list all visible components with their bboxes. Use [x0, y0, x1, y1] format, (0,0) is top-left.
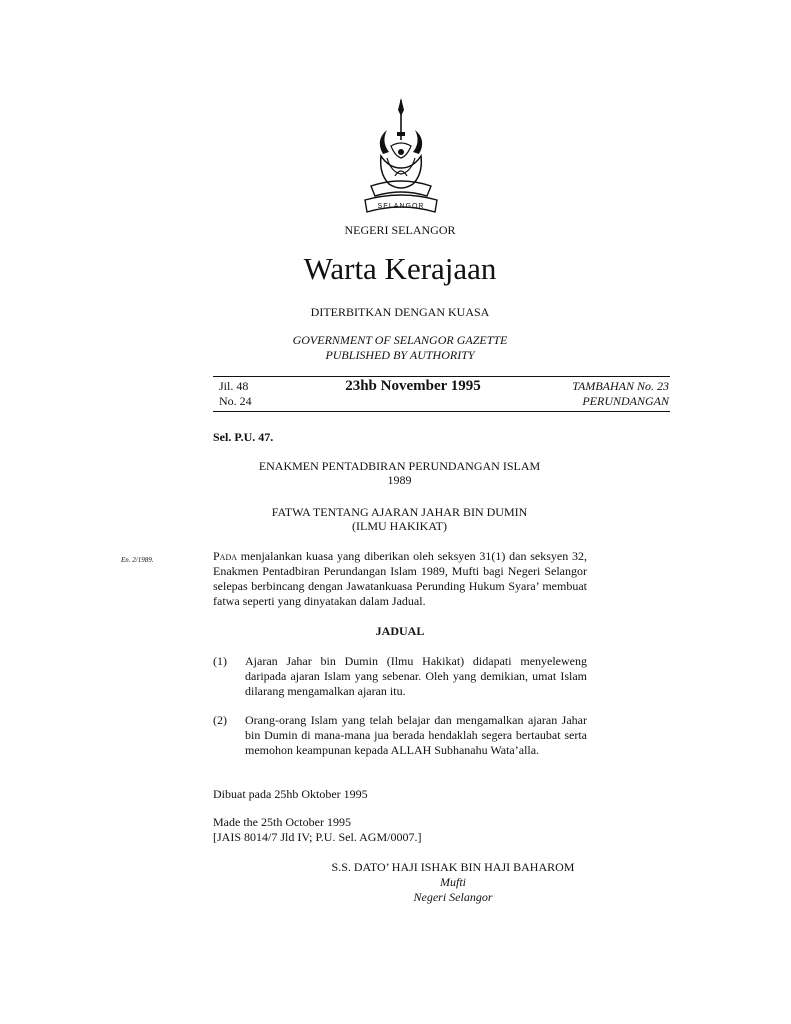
signatory-title: Mufti: [440, 875, 466, 889]
english-subtitle: [0, 333, 791, 363]
schedule-item: [213, 713, 587, 758]
item-number: (1): [213, 654, 227, 668]
volume-jil: Jil. 48: [219, 379, 249, 393]
fatwa-line-2: (ILMU HAKIKAT): [352, 519, 447, 533]
signatory-state: Negeri Selangor: [413, 890, 493, 904]
enactment-heading: [213, 459, 586, 487]
issue-date: 23hb November 1995: [345, 378, 481, 394]
schedule-item: [213, 654, 587, 699]
published-by: DITERBITKAN DENGAN KUASA: [310, 305, 490, 319]
selangor-crest-icon: [361, 96, 441, 220]
schedule-heading: JADUAL: [375, 624, 425, 638]
item-text: Ajaran Jahar bin Dumin (Ilmu Hakikat) didapati menyeleweng daripada ajaran Islam yang sebenar. Oleh yang demikian, umat Islam dilarang mengamalkan ajaran itu.: [245, 654, 587, 698]
state-name: NEGERI SELANGOR: [344, 223, 456, 237]
gazette-title: Warta Kerajaan: [303, 251, 497, 286]
masthead-rule-bottom: [213, 411, 670, 412]
made-on-english: Made the 25th October 1995: [213, 815, 351, 829]
enactment-line-2: 1989: [387, 473, 412, 487]
crest-banner-text: SELANGOR: [377, 203, 425, 210]
gov-line-2: PUBLISHED BY AUTHORITY: [325, 348, 475, 362]
signature-block: [320, 860, 586, 905]
intro-text: menjalankan kuasa yang diberikan oleh seksyen 31(1) dan seksyen 32, Enakmen Pentadbiran Perundangan Islam 1989, Mufti bagi Negeri Selangor selepas berbincang dengan Jawatankuasa Perunding Hukum Syara’ membuat fatwa seperti yang dinyatakan dalam Jadual.: [213, 549, 587, 608]
item-number: (2): [213, 713, 227, 727]
item-text: Orang-orang Islam yang telah belajar dan mengamalkan ajaran Jahar bin Dumin di mana-mana jua berada hendaklah segera bertaubat serta memohon keampunan kepada ALLAH Subhanahu Wata’alla.: [245, 713, 587, 757]
supplement-info: [572, 379, 669, 409]
gov-line-1: GOVERNMENT OF SELANGOR GAZETTE: [292, 333, 508, 347]
fatwa-heading: [213, 505, 586, 533]
supplement-no: TAMBAHAN No. 23: [572, 379, 669, 393]
volume-no: No. 24: [219, 394, 252, 408]
masthead-rule-top: [213, 376, 670, 377]
margin-note: En. 2/1989.: [121, 556, 154, 564]
signatory-name: S.S. DATO’ HAJI ISHAK BIN HAJI BAHAROM: [331, 860, 575, 874]
document-ref: Sel. P.U. 47.: [213, 430, 274, 444]
made-on-malay: Dibuat pada 25hb Oktober 1995: [213, 787, 368, 801]
enactment-line-1: ENAKMEN PENTADBIRAN PERUNDANGAN ISLAM: [258, 459, 541, 473]
made-on-block: [213, 815, 421, 845]
file-reference: [JAIS 8014/7 Jld IV; P.U. Sel. AGM/0007.]: [213, 830, 422, 844]
intro-paragraph: [213, 549, 587, 609]
fatwa-line-1: FATWA TENTANG AJARAN JAHAR BIN DUMIN: [271, 505, 528, 519]
supplement-type: PERUNDANGAN: [582, 394, 669, 408]
intro-first-word: Pada: [213, 549, 238, 563]
